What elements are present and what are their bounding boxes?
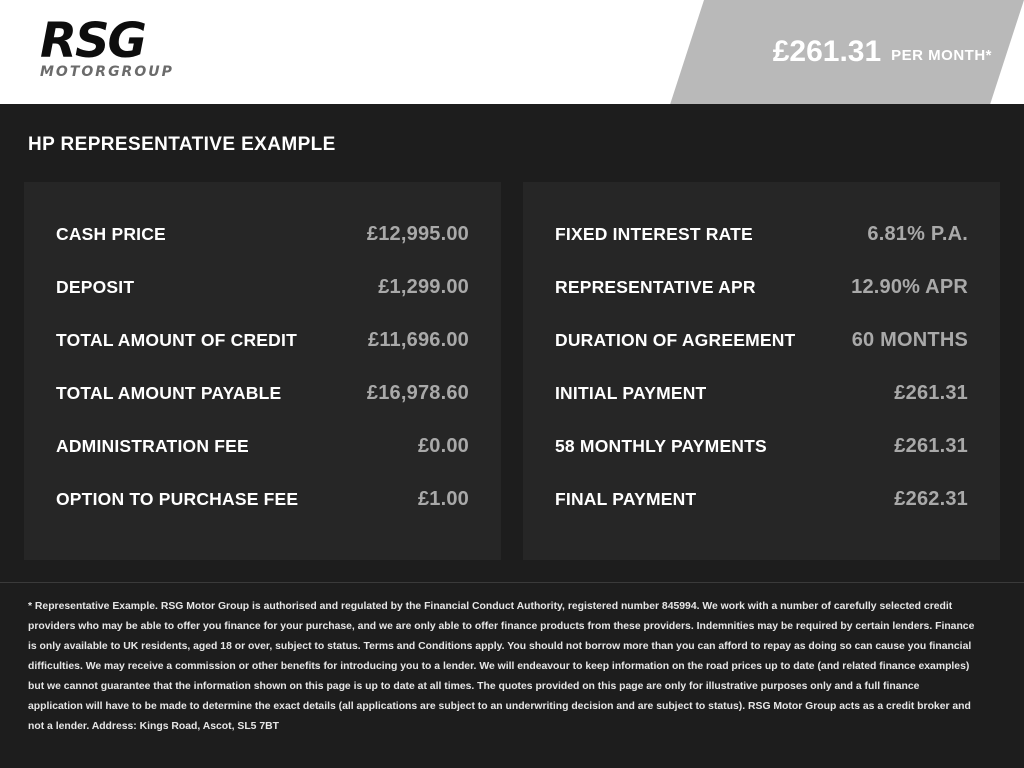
- representative-example-disclaimer: * Representative Example. RSG Motor Group is authorised and regulated by the Financial Conduct Authority, registered number 845994. We work with a number of carefully selected credit providers who may be able to offer you finance for your purchase, and we are only able to offer finance products from these providers. Indemnities may be required by certain lenders. Finance is only available to UK residents, aged 18 or over, subject to status. Terms and Conditions apply. You should not borrow more than you can afford to repay as doing so can cause you financial difficulties. We may receive a commission or other benefits for introducing you to a lender. We will endeavour to keep information on the road prices up to date (and related finance examples) but we cannot guarantee that the information shown on this page is up to date at all times. The quotes provided on this page are only for illustrative purposes only and a full finance application will have to be made to determine the exact details (all applications are subject to an underwriting decision and are subject to status). RSG Motor Group acts as a credit broker and not a lender. Address: Kings Road, Ascot, SL5 7BT: [28, 601, 975, 732]
- row-label: REPRESENTATIVE APR: [555, 277, 756, 297]
- row-label: INITIAL PAYMENT: [555, 383, 707, 403]
- row-value: £261.31: [894, 435, 968, 457]
- row-label: TOTAL AMOUNT PAYABLE: [56, 383, 282, 403]
- row-label: FIXED INTEREST RATE: [555, 224, 753, 244]
- table-row: [54, 261, 471, 314]
- monthly-price-amount: £261.31: [772, 35, 882, 68]
- row-value: £1.00: [417, 488, 469, 510]
- row-label: CASH PRICE: [56, 224, 166, 244]
- row-value: £261.31: [894, 382, 968, 404]
- right-finance-panel: [523, 182, 1000, 560]
- row-label: DEPOSIT: [56, 277, 135, 297]
- row-label: OPTION TO PURCHASE FEE: [56, 489, 299, 509]
- table-row: [54, 473, 471, 526]
- page-header: [0, 0, 1024, 104]
- table-row: [54, 367, 471, 420]
- rsg-motor-group-logo: [40, 13, 250, 86]
- table-row: [553, 473, 970, 526]
- row-label: FINAL PAYMENT: [555, 489, 697, 509]
- row-value: £262.31: [894, 488, 968, 510]
- row-value: £0.00: [417, 435, 469, 457]
- finance-panels: [24, 182, 1000, 560]
- row-value: 6.81% P.A.: [867, 223, 968, 245]
- table-row: [553, 314, 970, 367]
- row-value: 60 MONTHS: [851, 329, 968, 351]
- table-row: [54, 208, 471, 261]
- row-value: £12,995.00: [366, 223, 469, 245]
- row-value: £1,299.00: [378, 276, 469, 298]
- monthly-price-display: [724, 0, 1024, 104]
- page-content: [0, 104, 1024, 560]
- table-row: [54, 314, 471, 367]
- left-finance-panel: [24, 182, 501, 560]
- page-title: HP REPRESENTATIVE EXAMPLE: [28, 134, 336, 155]
- table-row: [553, 420, 970, 473]
- table-row: [553, 261, 970, 314]
- row-label: DURATION OF AGREEMENT: [555, 330, 796, 350]
- row-label: 58 MONTHLY PAYMENTS: [555, 436, 767, 456]
- table-row: [553, 208, 970, 261]
- table-row: [54, 420, 471, 473]
- row-label: TOTAL AMOUNT OF CREDIT: [56, 330, 297, 350]
- table-row: [553, 367, 970, 420]
- logo-tagline: MOTORGROUP: [40, 64, 174, 80]
- row-value: 12.90% APR: [851, 276, 968, 298]
- row-label: ADMINISTRATION FEE: [56, 436, 249, 456]
- monthly-price-suffix: PER MONTH*: [891, 46, 992, 64]
- row-value: £16,978.60: [366, 382, 469, 404]
- logo-wordmark: RSG: [40, 13, 145, 69]
- row-value: £11,696.00: [368, 329, 469, 351]
